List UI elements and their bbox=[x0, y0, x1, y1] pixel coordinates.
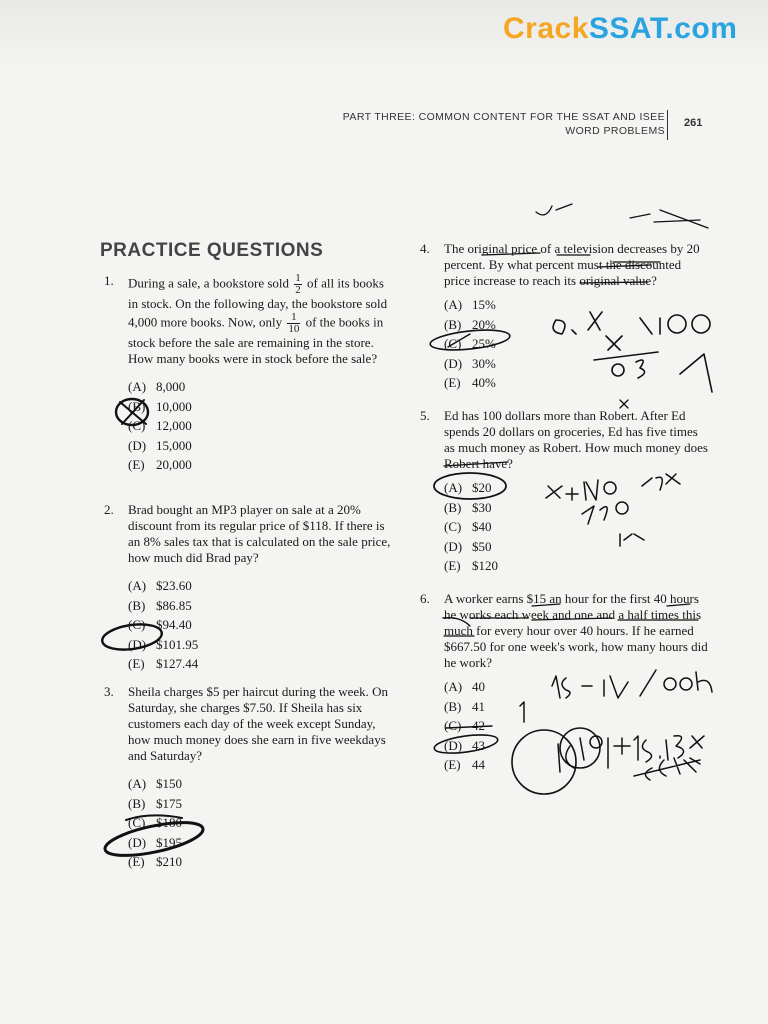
choice-d[interactable]: (D) $50 bbox=[444, 538, 492, 554]
header-part: PART THREE: COMMON CONTENT FOR THE SSAT AND ISEE bbox=[342, 111, 665, 123]
choice-c[interactable]: (C) 42 bbox=[444, 718, 485, 733]
question-number: 4. bbox=[420, 241, 430, 256]
question-1 bbox=[104, 273, 394, 475]
question-4 bbox=[420, 241, 710, 393]
choice-e[interactable]: (E) $210 bbox=[128, 854, 182, 869]
choice-d[interactable]: (D) 43 bbox=[444, 737, 485, 753]
question-stem: Sheila charges $5 per haircut during the week. On Saturday, she charges $7.50. If Sheila has six customers each day of the week except Sunday, how much money does she earn in five weekdays and Saturday? bbox=[128, 684, 389, 763]
scratch-work-q5-x bbox=[620, 400, 628, 408]
choice-e[interactable]: (E) 20,000 bbox=[128, 457, 192, 472]
choice-b[interactable]: (B) 10,000 bbox=[128, 398, 192, 414]
choice-a[interactable]: (A) 40 bbox=[444, 679, 485, 694]
question-stem: The original price of a television decreases by 20 percent. By what percent must the discounted price increase to reach its original value? bbox=[444, 241, 700, 288]
header-chapter: WORD PROBLEMS bbox=[565, 125, 665, 137]
choice-a[interactable]: (A) 15% bbox=[444, 297, 496, 312]
choice-d[interactable]: (D) 15,000 bbox=[128, 437, 192, 453]
choice-e[interactable]: (E) 44 bbox=[444, 757, 485, 772]
question-stem: Ed has 100 dollars more than Robert. After Ed spends 20 dollars on groceries, Ed has five times as much money as Robert. How much money does Robert have? bbox=[444, 408, 708, 471]
answer-choices bbox=[128, 377, 394, 475]
answer-choices bbox=[128, 576, 394, 674]
fraction-one-half: $\frac{1}{2}$ bbox=[295, 272, 301, 296]
choice-c[interactable]: (C) $40 bbox=[444, 519, 492, 534]
choice-c[interactable]: (C) 12,000 bbox=[128, 418, 192, 433]
choice-d[interactable]: (D) $101.95 bbox=[128, 636, 199, 652]
choice-d[interactable]: (D) 30% bbox=[444, 355, 496, 371]
choice-a[interactable]: (A) 8,000 bbox=[128, 379, 186, 394]
logo-part-ssat: SSAT.com bbox=[588, 12, 738, 45]
question-3 bbox=[104, 684, 394, 872]
choice-c[interactable]: (C) $94.40 bbox=[128, 617, 192, 632]
choice-e[interactable]: (E) 40% bbox=[444, 375, 496, 390]
page-number: 261 bbox=[684, 117, 703, 129]
answer-choices bbox=[444, 295, 710, 393]
fraction-one-tenth: $\frac{1}{10}$ bbox=[288, 311, 300, 335]
choice-a[interactable]: (A) $20 bbox=[444, 480, 492, 495]
choice-b[interactable]: (B) $30 bbox=[444, 499, 492, 515]
question-number: 3. bbox=[104, 684, 114, 699]
choice-b[interactable]: (B) $86.85 bbox=[128, 597, 192, 613]
question-number: 2. bbox=[104, 502, 114, 517]
question-number: 6. bbox=[420, 591, 430, 606]
section-title: PRACTICE QUESTIONS bbox=[100, 240, 324, 261]
choice-b[interactable]: (B) $175 bbox=[128, 795, 182, 811]
choice-a[interactable]: (A) $23.60 bbox=[128, 578, 192, 593]
stem-text: During a sale, a bookstore sold bbox=[128, 275, 290, 291]
choice-e[interactable]: (E) $127.44 bbox=[128, 656, 199, 671]
choice-c[interactable]: (C) 25% bbox=[444, 336, 496, 351]
header-divider bbox=[667, 110, 668, 140]
question-number: 1. bbox=[104, 273, 114, 288]
site-logo bbox=[503, 12, 737, 46]
running-header bbox=[310, 110, 665, 138]
answer-choices bbox=[444, 677, 710, 775]
question-number: 5. bbox=[420, 408, 430, 423]
question-stem: A worker earns $15 an hour for the first 40 hours he works each week and one and a half times this much for every hour over 40 hours. If he earned $667.50 for one week's work, how many hours did he work? bbox=[444, 591, 708, 670]
logo-part-crack: Crack bbox=[503, 12, 589, 45]
answer-choices bbox=[444, 478, 710, 576]
choice-a[interactable]: (A) $150 bbox=[128, 776, 182, 791]
choice-c[interactable]: (C) $180 bbox=[128, 815, 182, 830]
choice-b[interactable]: (B) 20% bbox=[444, 316, 496, 332]
stem-text: of all its books in stock. On the following day, the bookstore sold 4,000 more books. Now, only bbox=[128, 275, 388, 330]
question-2 bbox=[104, 502, 394, 674]
question-5 bbox=[420, 408, 710, 576]
stem-text: of the books in stock before the sale are remaining in the store. How many books were in stock before the sale? bbox=[128, 314, 384, 366]
choice-d[interactable]: (D) $195 bbox=[128, 834, 182, 850]
choice-e[interactable]: (E) $120 bbox=[444, 558, 498, 573]
question-6 bbox=[420, 591, 710, 775]
choice-b[interactable]: (B) 41 bbox=[444, 698, 485, 714]
question-stem bbox=[128, 273, 394, 367]
answer-choices bbox=[128, 774, 394, 872]
scratch-work-q4-top bbox=[536, 204, 708, 228]
question-stem: Brad bought an MP3 player on sale at a 20% discount from its regular price of $118. If there is an 8% sales tax that is calculated on the sale price, how much did Brad pay? bbox=[128, 502, 391, 565]
